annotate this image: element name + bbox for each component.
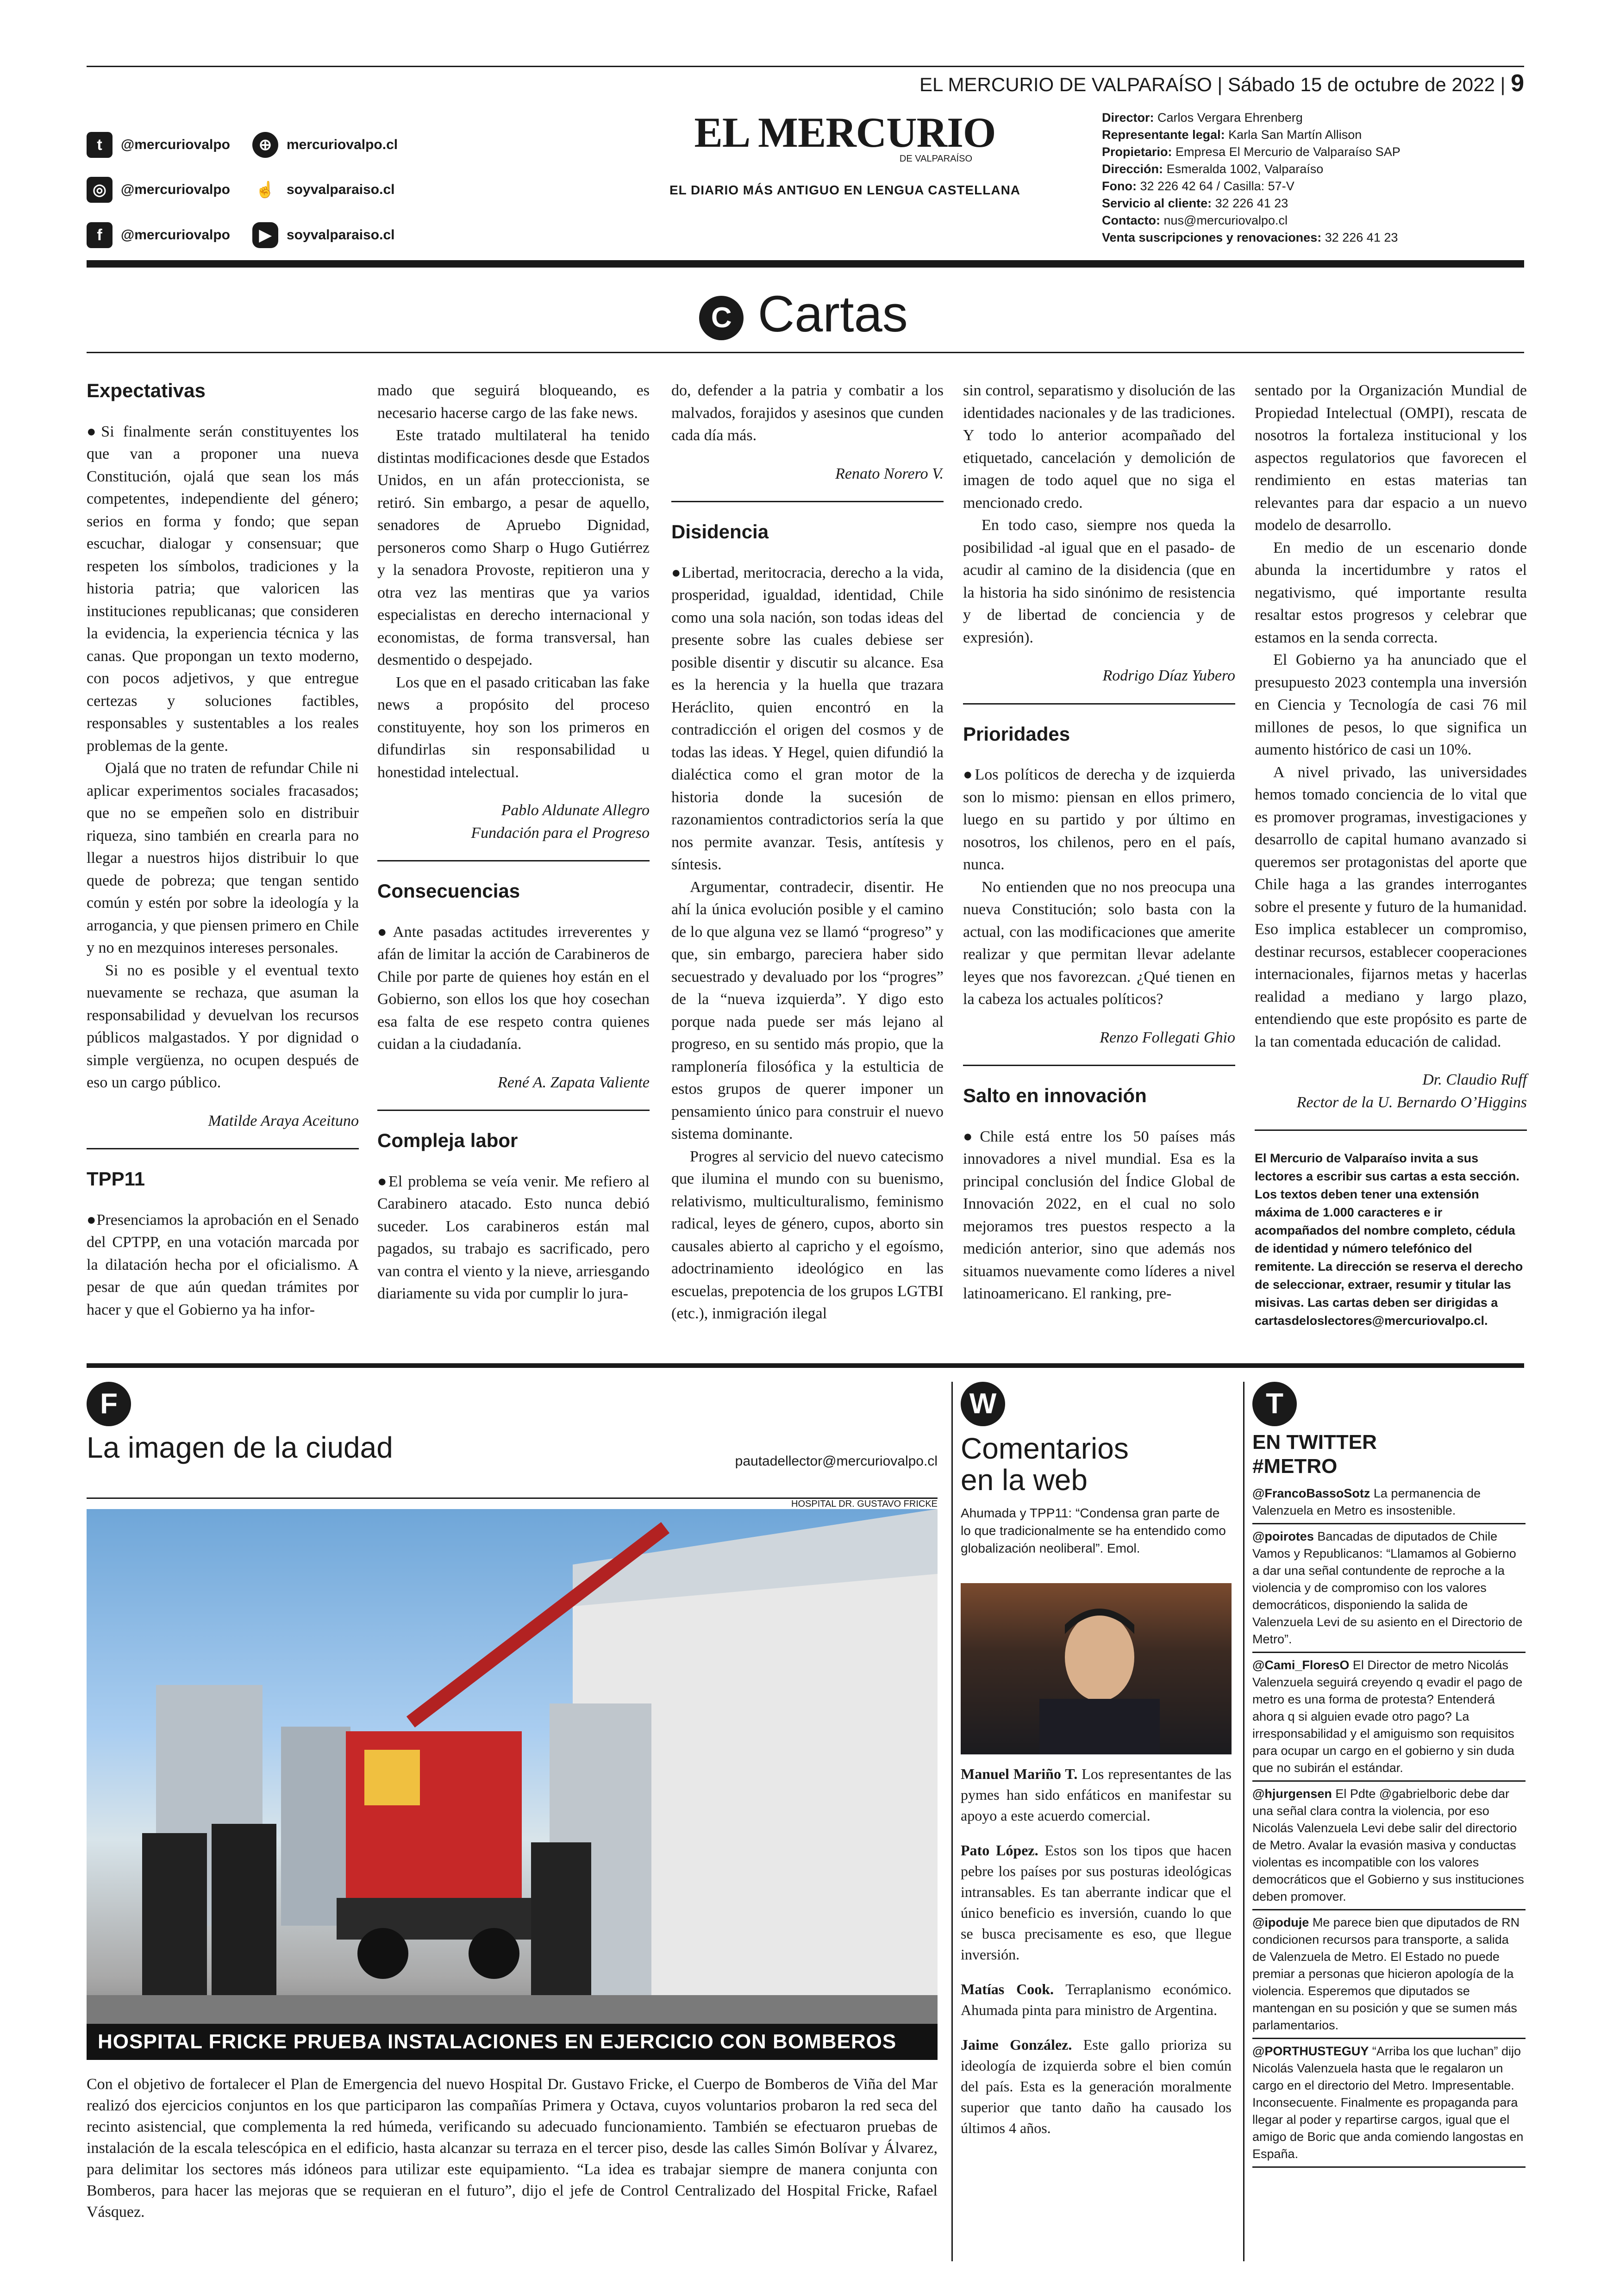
staff-line: Dirección: Esmeralda 1002, Valparaíso [1102, 162, 1324, 176]
youtube-link[interactable]: ▶ soyvalparaiso.cl [252, 222, 394, 248]
letter-signature: Rodrigo Díaz Yubero [1102, 667, 1235, 684]
letters-column-5 [1255, 380, 1527, 1330]
letter-paragraph: A nivel privado, las universidades hemos tomado conciencia de lo vital que es promover programas, investigaciones y desarrollo de capital humano avanzado si queremos ser protagonistas del aporte que Chile haga a las grandes interrogantes sobre el presente y futuro de la humanidad. Eso implica establecer un compromiso, destinar recursos, establecer cooperaciones internacionales, fijarnos metas y hacerlas realidad a mediano y largo plazo, entendiendo que este propósito es parte de la tan comentada educación de calidad. [1255, 763, 1527, 1050]
letter-heading: Compleja labor [377, 1129, 518, 1151]
web-comment: Matías Cook. Terraplanismo económico. Ahumada pinta para ministro de Argentina. [961, 1981, 1232, 2018]
tweet-user[interactable]: @poirotes [1252, 1529, 1314, 1543]
imagen-body-text: Con el objetivo de fortalecer el Plan de Emergencia del nuevo Hospital Dr. Gustavo Fricke, el Cuerpo de Bomberos de Viña del Mar realizó dos ejercicios conjuntos en los que participaron las compañías Primera y Octava, cuyos voluntarios probaron la red seca del recinto asistencial, que complementa la red húmeda, verificando su adecuado funcionamiento. También se efectuaron pruebas de instalación de la escala telescópica en el edificio, hasta alcanzar su terraza en el tercer piso, desde las calles Simón Bolívar y Álvarez, para delimitar los sectores más idóneos para utilizar este equipamiento. “La idea es trabajar siempre de manera conjunta con Bomberos, para hacer las mejoras que se requieran en el futuro”, dijo el jefe de Control Centralizado del Hospital Fricke, Rafael Vásquez. [87, 2076, 938, 2221]
letter-signature: Pablo Aldunate Allegro [501, 802, 650, 819]
letter-separator [963, 1065, 1235, 1066]
twitter-icon: t [87, 132, 113, 158]
staff-line: Director: Carlos Vergara Ehrenberg [1102, 111, 1303, 125]
photo-caption: HOSPITAL FRICKE PRUEBA INSTALACIONES EN EJERCICIO CON BOMBEROS [87, 2024, 938, 2060]
letters-column-2 [377, 380, 650, 1305]
newspaper-logo: EL MERCURIO [694, 109, 996, 156]
letter-paragraph: Los que en el pasado criticaban las fake news a propósito del proceso constituyente, hoy son los primeros en difundirlas sin responsabilidad u honestidad intelectual. [377, 674, 650, 781]
website-link[interactable]: ⊕ mercuriovalpo.cl [252, 132, 398, 158]
tweet: @ipoduje Me parece bien que diputados de RN condicionen recursos para transporte, a salida de Valenzuela de Metro. El Estado no puede premiar a personas que hicieron apología de la violencia. Esperemos que diputados se mantengan en su posición y que se sumen más parlamentarios. [1252, 1910, 1526, 2039]
twitter-section-title: EN TWITTER #METRO [1252, 1431, 1377, 1478]
web-comments [961, 1764, 1232, 2139]
letter-paragraph: ●El problema se veía venir. Me refiero al Carabinero atacado. Esto nunca debió suceder. Los carabineros están mal pagados, su trabajo es sacrificado, pero van contra el viento y la nieve, arriesgando diariamente su vida por cumplir lo jura- [377, 1173, 650, 1302]
letter-paragraph: Si no es posible y el eventual texto nuevamente se rechaza, que asuman la responsabilidad y devuelvan los recursos públicos malgastados. Y por dignidad o simple vergüenza, no ocupen después de eso un cargo público. [87, 961, 359, 1091]
section-letter-icon: C [699, 296, 744, 340]
masthead [648, 111, 1042, 198]
letter-separator [963, 703, 1235, 705]
letter-paragraph: Este tratado multilateral ha tenido distintas modificaciones desde que Estados Unidos, en un afán proteccionista, se retiró. Sin embargo, a pesar de aquello, senadores de Apruebo Dignidad, personeros como Sharp o Hugo Gutiérrez y la senadora Provoste, repitieron una y otra vez las mentiras que ya varios especialistas en derecho internacional y economistas, de forma transversal, han desmentido o despejado. [377, 427, 650, 668]
letter-paragraph: do, defender a la patria y combatir a los malvados, forajidos y asesinos que cunden cada día más. [671, 382, 944, 444]
letter-separator [671, 501, 944, 502]
tweet: @FrancoBassoSotz La permanencia de Valenzuela en Metro es insostenible. [1252, 1481, 1526, 1524]
page-folio: EL MERCURIO DE VALPARAÍSO | Sábado 15 de octubre de 2022 | 9 [919, 70, 1524, 97]
letter-signature: Renzo Follegati Ghio [1100, 1029, 1235, 1046]
cartas-section-header [0, 285, 1607, 343]
letter-paragraph: ●Ante pasadas actitudes irreverentes y afán de limitar la acción de Carabineros de Chile por parte de quienes hoy están en el Gobierno, son ellos los que hoy cosechan esa falta de ese respeto contra quienes cuidan a la ciudadanía. [377, 923, 650, 1053]
politician-photo [961, 1583, 1232, 1754]
letter-heading: Salto en innovación [963, 1085, 1147, 1106]
staff-box [1102, 109, 1528, 246]
staff-line: Propietario: Empresa El Mercurio de Valparaíso SAP [1102, 145, 1401, 159]
letters-column-4 [963, 380, 1235, 1305]
letter-paragraph: ●Libertad, meritocracia, derecho a la vida, prosperidad, igualdad, identidad, Chile como una sola nación, son todas ideas del presente sobre las cuales debiese ser posible disentir y discutir su alcance. Esa es la herencia y la huella que trazara Heráclito, quien encontró en la contradicción el origen del cosmos y de todas las ideas. Y Hegel, quien difundió la dialéctica como el gran motor de la historia donde la sucesión de razonamientos contradictorios sería la que nos permite avanzar. Tesis, antítesis y síntesis. [671, 564, 944, 873]
instagram-handle[interactable]: ◎ @mercuriovalpo [87, 177, 230, 203]
bottom-section-rule [87, 1363, 1524, 1368]
tweet-user[interactable]: @FrancoBassoSotz [1252, 1486, 1370, 1500]
top-rule [87, 66, 1524, 67]
tweet: @poirotes Bancadas de diputados de Chile Vamos y Republicanos: “Llamamos al Gobierno a dar una señal contundente de reproche a la violencia y de compromiso con los valores democráticos, disponiendo la salida de Valenzuela Levi de su asiento en el Directorio de Metro”. [1252, 1524, 1526, 1653]
twitter-section-letter: T [1252, 1382, 1297, 1426]
letter-heading: TPP11 [87, 1168, 145, 1190]
hospital-fire-drill-illustration [87, 1509, 938, 2060]
column-divider [1243, 1382, 1244, 2261]
web-comment: Jaime González. Este gallo prioriza su ideología de izquierda sobre el bien común del país. Esta es la generación moralmente superior que tanto daño ha causado los últimos 4 años. [961, 2036, 1232, 2136]
letter-signature: Renato Norero V. [835, 465, 944, 482]
letter-paragraph: sentado por la Organización Mundial de Propiedad Intelectual (OMPI), rescata de nosotros la fortaleza institucional y los aspectos regulatorios que favorecen el rendimiento en estas materias tan relevantes para dar espacio a un nuevo modelo de desarrollo. [1255, 382, 1527, 534]
section-title: Cartas [757, 286, 908, 343]
web-section-letter: W [961, 1382, 1005, 1426]
letter-separator [87, 1148, 359, 1149]
facebook-icon: f [87, 222, 113, 248]
instagram-icon: ◎ [87, 177, 113, 203]
letter-paragraph: ●Si finalmente serán constituyentes los que van a proponer una nueva Constitución, ojalá que sean los más competentes, independiente del género; serios en forma y fondo; que sepan escuchar, dialogar y consensuar; que respeten los símbolos, tradiciones y la historia patria; que valoricen las instituciones republicanas; que consideren la evidencia, la experiencia técnica y las canas. Que propongan un texto moderno, con pocos adjetivos, y que entregue certezas y soluciones factibles, responsables y sustentables a los reales problemas de la gente. [87, 423, 359, 755]
letters-column-1 [87, 380, 359, 1321]
tweet: @Cami_FloresO El Director de metro Nicolás Valenzuela seguirá creyendo q evadir el pago de metro es una forma de protesta? Entenderá ahora q si alguien evade otro pago? La irresponsabilidad y el amiguismo son requisitos para ocupar un cargo en el gobierno y sin duda que no subirán el estándar. [1252, 1653, 1526, 1782]
twitter-handle[interactable]: t @mercuriovalpo [87, 132, 230, 158]
letter-paragraph: Argumentar, contradecir, disentir. He ahí la única evolución posible y el camino de lo que alguna vez se llamó “progreso” y que, sin embargo, pareciera haber sido secuestrado y devaluado por los “progres” de la “nueva izquierda”. Y digo esto porque nada puede ser más lejano al progreso, en su sentido más propio, que la ramplonería filosófica y la estulticia de estos grupos de querer imponer un pensamiento único para construir el nuevo sistema dominante. [671, 878, 944, 1142]
letter-paragraph: El Gobierno ya ha anunciado que el presupuesto 2023 contempla una inversión en Ciencia y Tecnología de casi 76 mil millones de pesos, lo que significa un aumento histórico de casi un 10%. [1255, 651, 1527, 758]
imagen-section-letter: F [87, 1382, 131, 1426]
letter-heading: Expectativas [87, 380, 206, 401]
staff-line: Venta suscripciones y renovaciones: 32 226 41 23 [1102, 231, 1398, 244]
letter-paragraph: ●Los políticos de derecha y de izquierda son lo mismo: piensan en ellos primero, luego en su partido y por último en nosotros, los chilenos, pero en el país, nunca. [963, 766, 1235, 873]
letter-signature-org: Rector de la U. Bernardo O’Higgins [1296, 1093, 1527, 1111]
soyvalparaiso-link[interactable]: ☝ soyvalparaiso.cl [252, 177, 394, 203]
staff-line: Servicio al cliente: 32 226 41 23 [1102, 196, 1288, 210]
tweet-user[interactable]: @PORTHUSTEGUY [1252, 2044, 1369, 2058]
letter-signature: René A. Zapata Valiente [498, 1073, 650, 1091]
web-comment: Pato López. Estos son los tipos que hacen pebre los países por sus posturas ideológicas intransables. Es tan aberrante indicar que el único beneficio es inversión, cuando lo que se busca precisamente es eso, que llegue inversión. [961, 1842, 1232, 1963]
tweet-user[interactable]: @Cami_FloresO [1252, 1658, 1350, 1672]
facebook-handle[interactable]: f @mercuriovalpo [87, 222, 230, 248]
letter-signature: Dr. Claudio Ruff [1422, 1071, 1527, 1088]
imagen-email-link[interactable]: pautadellector@mercuriovalpo.cl [735, 1454, 938, 1469]
header-thick-rule [87, 260, 1524, 268]
tweet-list [1252, 1481, 1526, 2168]
letter-heading: Prioridades [963, 723, 1070, 745]
letter-paragraph: sin control, separatismo y disolución de las identidades nacionales y de las tradiciones. Y todo lo anterior acompañado del etiquetado, cancelación y demolición de imagen de todo aquel que no siga el mencionado credo. [963, 382, 1235, 512]
letter-paragraph: mado que seguirá bloqueando, es necesario hacerse cargo de las fake news. [377, 382, 650, 422]
letter-paragraph: Ojalá que no traten de refundar Chile ni aplicar experimentos sociales fracasados; que no se empeñen solo en distribuir riqueza, sino también en crearla para no llegar a nuestros hijos distribuir lo que quede de pobreza; que tengan sentido común y estén por sobre la ideología y la arrogancia, y que piensen primero en Chile y no en mezquinos intereses personales. [87, 760, 359, 956]
web-section-title: Comentarios en la web [961, 1432, 1129, 1497]
letters-column-3 [671, 380, 944, 1325]
web-comment: Manuel Mariño T. Los representantes de las pymes han sido enfáticos en manifestar su apoyo a este acuerdo comercial. [961, 1766, 1232, 1824]
letter-paragraph: ●Chile está entre los 50 países más innovadores a nivel mundial. Esa es la principal conclusión del Índice Global de Innovación 2022, en el cual no solo mejoramos tres puestos respecto a la medición anterior, sino que además nos situamos nuevamente como líderes a nivel latinoamericano. El ranking, pre- [963, 1128, 1235, 1302]
letter-separator [1255, 1129, 1527, 1131]
staff-line: Fono: 32 226 42 64 / Casilla: 57-V [1102, 179, 1294, 193]
staff-line: Representante legal: Karla San Martín Allison [1102, 128, 1362, 142]
tweet-user[interactable]: @ipoduje [1252, 1915, 1309, 1929]
letter-separator [377, 860, 650, 861]
logo-subtitle: DE VALPARAÍSO [899, 154, 972, 164]
letter-signature: Matilde Araya Aceituno [208, 1112, 359, 1129]
hospital-photo [87, 1509, 938, 2060]
youtube-icon: ▶ [252, 222, 278, 248]
letter-paragraph: Progres al servicio del nuevo catecismo que ilumina el mundo con su buenismo, relativismo, multiculturalismo, feminismo radical, leyes de género, cupos, aborto sin causales abierto al capricho y el egoísmo, adoctrinamiento ideológico en las escuelas, prepotencia de los grupos LGTBI (etc.), inmigración ilegal [671, 1148, 944, 1322]
globe-icon: ⊕ [252, 132, 278, 158]
column-divider [951, 1382, 953, 2261]
section-rule [87, 352, 1524, 353]
letter-heading: Consecuencias [377, 880, 520, 902]
photo-credit: HOSPITAL DR. GUSTAVO FRICKE [791, 1499, 938, 1509]
letter-paragraph: ●Presenciamos la aprobación en el Senado del CPTPP, en una votación marcada por la dilatación hecha por el oficialismo. A pesar de que aún quedan trámites por hacer y que el Gobierno ya ha infor- [87, 1211, 359, 1318]
submission-note: El Mercurio de Valparaíso invita a sus lectores a escribir sus cartas a esta sección. Los textos deben tener una extensión máxima de 1.000 caracteres e ir acompañados del nombre completo, cédula de identidad y número telefónico del remitente. La dirección se reserva el derecho de seleccionar, extraer, resumir y titular las misivas. Las cartas deben ser dirigidas a cartasdeloslectores@mercuriovalpo.cl. [1255, 1151, 1523, 1328]
letter-separator [377, 1110, 650, 1111]
imagen-section-title: La imagen de la ciudad [87, 1431, 393, 1464]
tweet: @hjurgensen El Pdte @gabrielboric debe dar una señal clara contra la violencia, por eso Nicolás Valenzuela Levi debe salir del directorio de Metro. Avalar la evasión masiva y conductas violentas es incompatible con los valores democráticos que el Gobierno y sus instituciones deben promover. [1252, 1782, 1526, 1910]
staff-line: Contacto: nus@mercuriovalpo.cl [1102, 213, 1288, 227]
portrait-illustration [961, 1583, 1232, 1754]
tweet-user[interactable]: @hjurgensen [1252, 1787, 1332, 1801]
letter-paragraph: En todo caso, siempre nos queda la posibilidad -al igual que en el pasado- de acudir al camino de la disidencia (que en la historia ha sido sinónimo de resistencia y de libertad de conciencia y de expresión). [963, 517, 1235, 646]
tagline: EL DIARIO MÁS ANTIGUO EN LENGUA CASTELLANA [669, 183, 1021, 197]
web-intro: Ahumada y TPP11: “Condensa gran parte de lo que tradicionalmente se ha entendido como globalización neoliberal”. Emol. [961, 1506, 1226, 1555]
letter-signature-org: Fundación para el Progreso [471, 824, 650, 842]
letter-paragraph: En medio de un escenario donde abunda la incertidumbre y ratos el negativismo, qué importante resulta resaltar estos progresos y celebrar que estamos en la senda correcta. [1255, 539, 1527, 646]
letter-paragraph: No entienden que no nos preocupa una nueva Constitución; solo basta con la actual, con las modificaciones que amerite realizar y que permitan llevar adelante leyes que nos favorezcan. ¿Qué tienen en la cabeza los actuales políticos? [963, 878, 1235, 1008]
letter-heading: Disidencia [671, 521, 769, 543]
tweet: @PORTHUSTEGUY “Arriba los que luchan” dijo Nicolás Valenzuela hasta que le regalaron un cargo en el directorio del Metro. Impresentable. Inconsecuente. Finalmente es propaganda para llegar al poder y repartirse cargos, igual que el amigo de Boric que anda comiendo langostas en España. [1252, 2039, 1526, 2168]
hand-pointer-icon: ☝ [255, 181, 275, 199]
